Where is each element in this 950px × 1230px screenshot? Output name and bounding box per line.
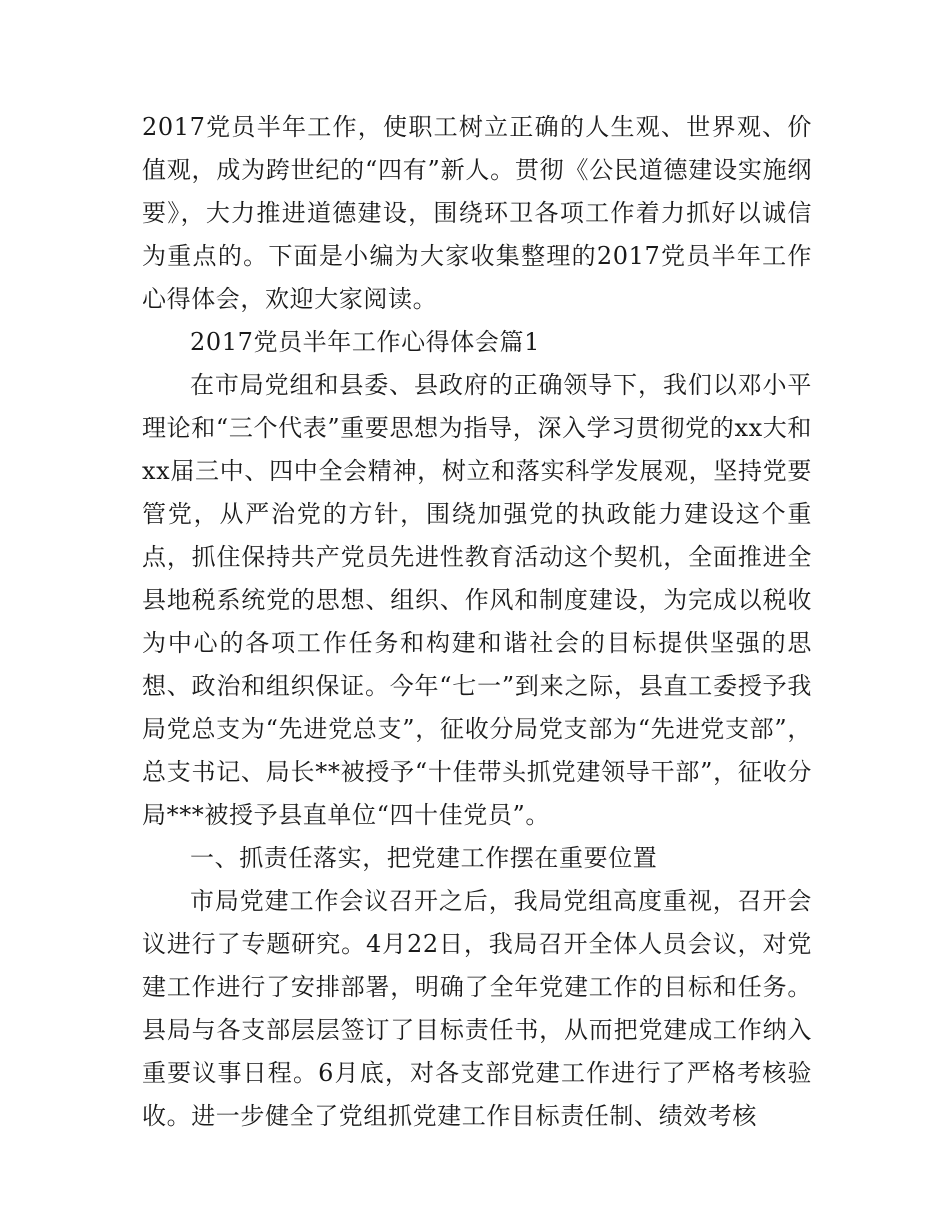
document-page (142, 106, 812, 1138)
intro-paragraph: 2017党员半年工作，使职工树立正确的人生观、世界观、价值观，成为跨世纪的“四有”新人。贯彻《公民道德建设实施纲要》，大力推进道德建设，围绕环卫各项工作着力抓好以诚信为重点的。下面是小编为大家收集整理的2017党员半年工作心得体会，欢迎大家阅读。 (142, 113, 812, 313)
body-paragraph-summary: 在市局党组和县委、县政府的正确领导下，我们以邓小平理论和“三个代表”重要思想为指导，深入学习贯彻党的xx大和xx届三中、四中全会精神，树立和落实科学发展观，坚持党要管党，从严治党的方针，围绕加强党的执政能力建设这个重点，抓住保持共产党员先进性教育活动这个契机，全面推进全县地税系统党的思想、组织、作风和制度建设，为完成以税收为中心的各项工作任务和构建和谐社会的目标提供坚强的思想、政治和组织保证。今年“七一”到来之际，县直工委授予我局党总支为“先进党总支”，征收分局党支部为“先进党支部”，总支书记、局长**被授予“十佳带头抓党建领导干部”，征收分局***被授予县直单位“四十佳党员”。 (142, 371, 812, 829)
section-title-part-1: 2017党员半年工作心得体会篇1 (190, 328, 540, 356)
section-heading-responsibility: 一、抓责任落实，把党建工作摆在重要位置 (190, 844, 658, 872)
body-paragraph-responsibility: 市局党建工作会议召开之后，我局党组高度重视，召开会议进行了专题研究。4月22日，我局召开全体人员会议，对党建工作进行了安排部署，明确了全年党建工作的目标和任务。县局与各支部层层签订了目标责任书，从而把党建成工作纳入重要议事日程。6月底，对各支部党建工作进行了严格考核验收。进一步健全了党组抓党建工作目标责任制、绩效考核 (142, 887, 812, 1130)
